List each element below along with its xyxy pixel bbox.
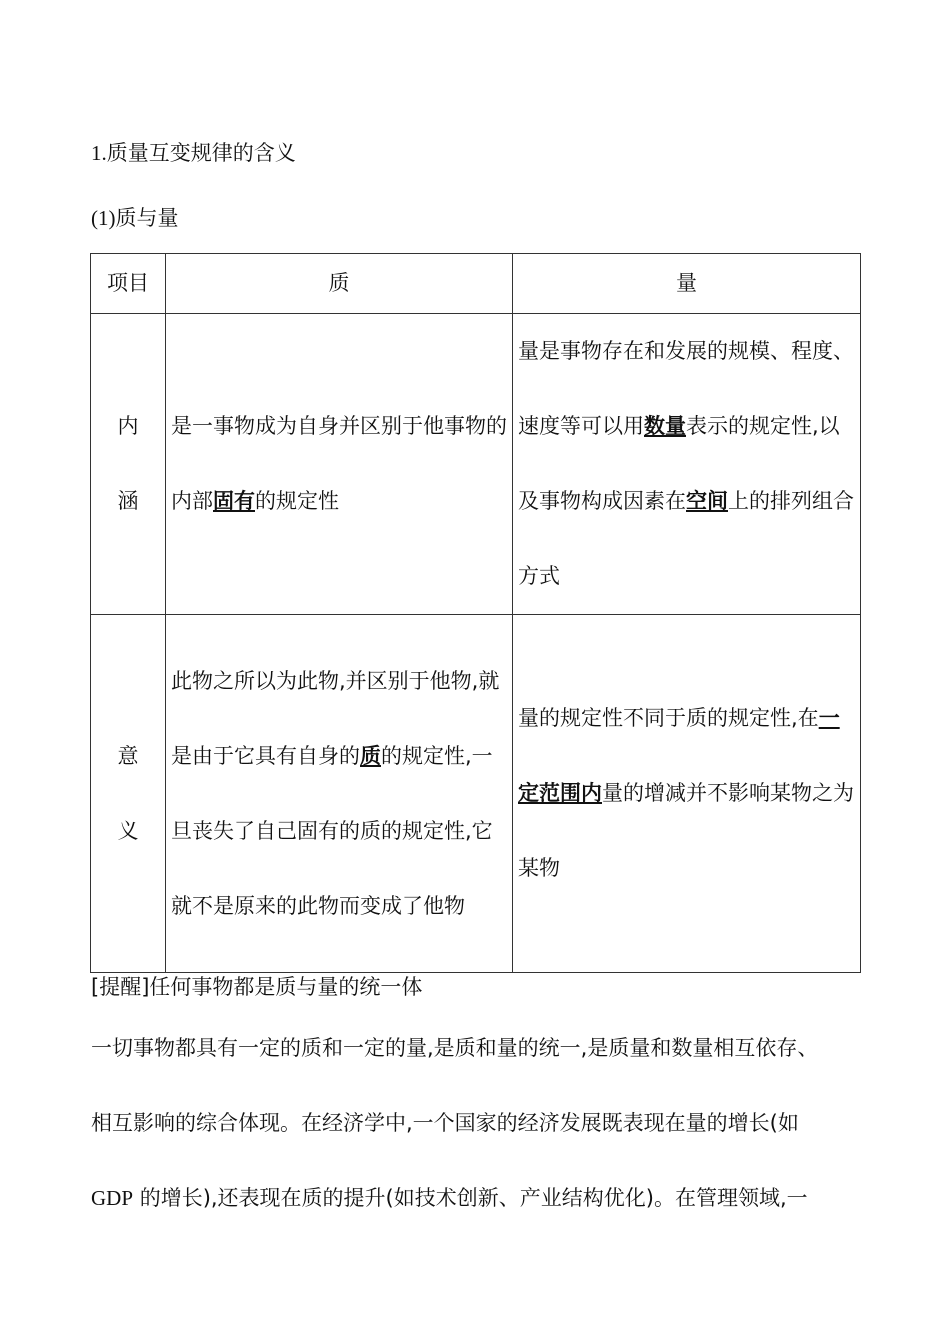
cell-text: 量的规定性不同于质的规定性,在 [518,706,819,730]
table-row-connotation [91,314,861,615]
quality-significance-cell [166,615,513,973]
gdp-text: GDP [91,1186,134,1210]
quantity-significance-cell [513,615,861,973]
section-title: 质量互变规律的含义 [106,141,296,165]
row-label-significance [91,615,166,973]
row-label-char: 义 [117,818,139,843]
header-quality: 质 [166,254,513,314]
subsection-heading [91,202,179,232]
section-heading [91,137,296,167]
cell-text: 的规定性 [255,489,339,513]
cell-text: 上的排列组合方式 [518,489,854,588]
paragraph-line: 一切事物都具有一定的质和一定的量,是质和量的统一,是质量和数量相互依存、 [91,1036,819,1060]
quantity-connotation-cell [513,314,861,615]
tip-line [91,971,422,1001]
quality-quantity-table [90,253,861,973]
keyword: 质 [360,743,381,768]
quality-connotation-cell [166,314,513,615]
paragraph-line: 相互影响的综合体现。在经济学中,一个国家的经济发展既表现在量的增长(如 [91,1111,799,1135]
paragraph-line [91,1176,881,1251]
table-header-row [91,254,861,314]
cell-text: 的规定性,一旦丧失了自己固有的质的规定性,它就不是原来的此物而变成了他物 [171,743,493,918]
row-label-char: 涵 [117,489,139,513]
cell-text: 表示的规定性,以及事物构成因素在 [518,414,840,513]
body-paragraph [91,1026,881,1251]
row-label-char: 意 [117,743,139,768]
keyword: 固有 [213,489,255,513]
tip-label: [提醒] [91,975,150,999]
cell-text: 量是事物存在和发展的规模、程度、速度等可以用 [518,339,854,438]
row-label-connotation [91,314,166,615]
table-row-significance [91,615,861,973]
cell-text: 是一事物成为自身并区别于他事物的内部 [171,414,507,513]
section-number: 1. [91,141,107,165]
subsection-number: (1) [91,206,116,230]
keyword: 空间 [686,489,728,513]
row-label-char: 内 [117,414,139,438]
header-item: 项目 [91,254,166,314]
header-quantity: 量 [513,254,861,314]
cell-text: 此物之所以为此物,并区别于他物,就是由于它具有自身的 [171,668,500,768]
subsection-title: 质与量 [115,206,179,230]
keyword: 数量 [644,414,686,438]
tip-text: 任何事物都是质与量的统一体 [149,975,423,999]
cell-text: 量的增减并不影响某物之为某物 [518,781,854,880]
keyword: 一定范围内 [518,706,840,805]
paragraph-text: 的增长),还表现在质的提升(如技术创新、产业结构优化)。在管理领域,一 [133,1186,808,1210]
